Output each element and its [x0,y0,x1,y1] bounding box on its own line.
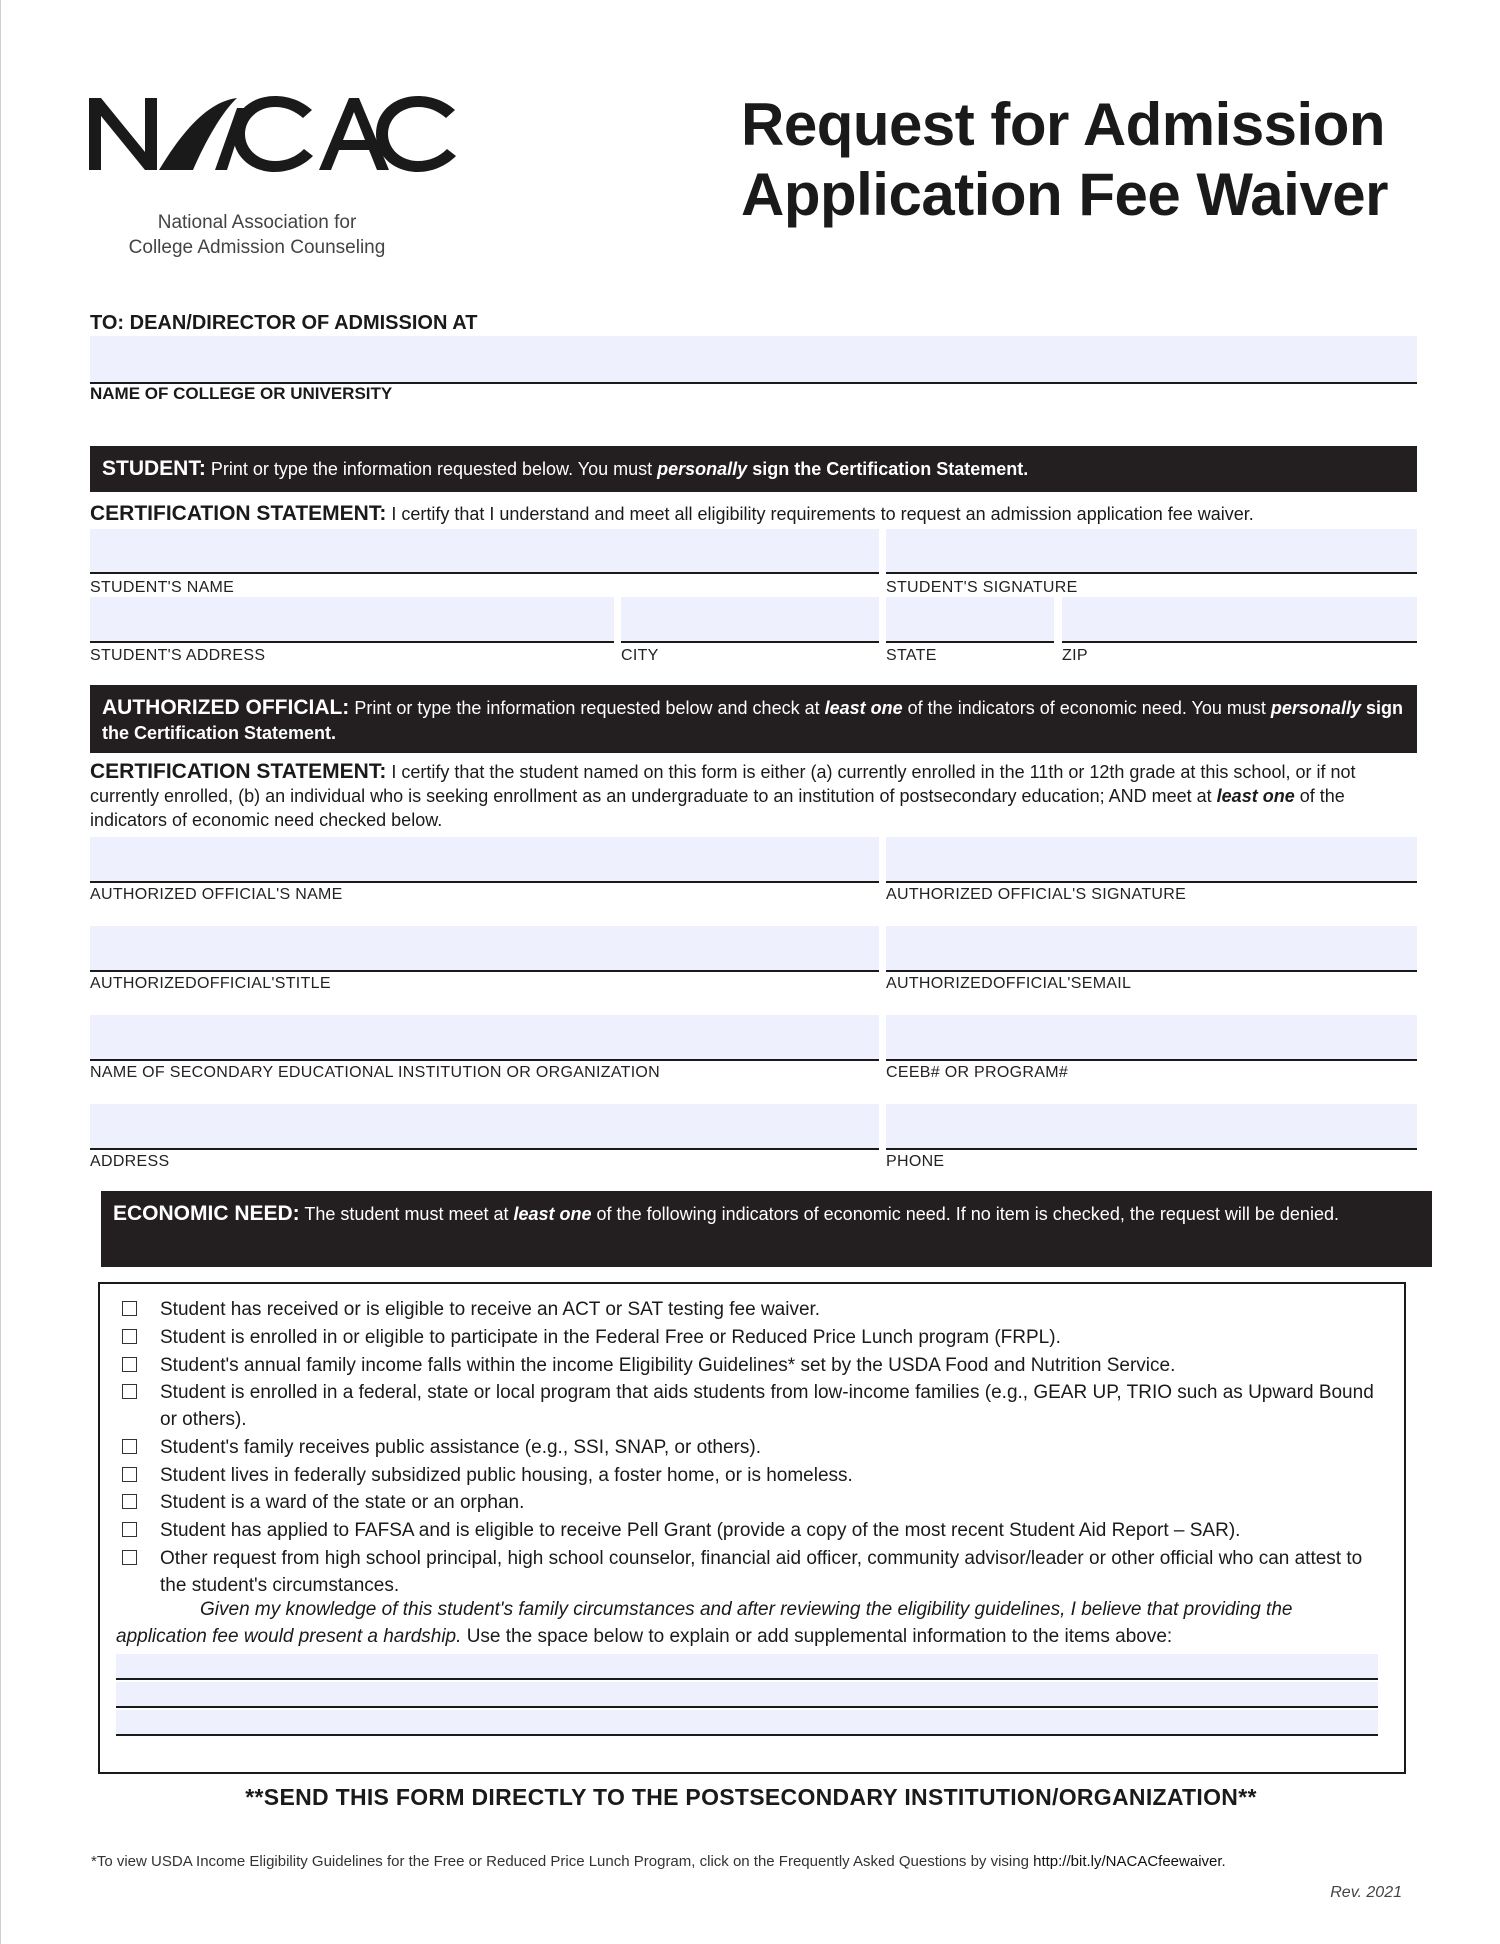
official-cert-lead: CERTIFICATION STATEMENT: [90,760,387,783]
indicator-checkbox[interactable] [122,1494,137,1509]
zip-field[interactable] [1062,597,1417,643]
official-title-label: AUTHORIZEDOFFICIAL'STITLE [90,975,331,992]
college-name-field[interactable] [90,336,1417,384]
indicator-item [122,1324,1382,1351]
revision-label: Rev. 2021 [1330,1884,1402,1901]
official-cert-text2: of the indicators of economic need checked below. [90,786,1345,830]
indicator-item [122,1434,1382,1461]
student-name-field[interactable] [90,529,879,574]
indicator-item [122,1379,1382,1433]
official-cert-text1: I certify that the student named on this form is either (a) currently enrolled in the 11th or 12th grade at this school, or if not currently enrolled, (b) an individual who is seeking enrollment as an undergraduate to an institution of postsecondary education; AND meet at [90,762,1356,806]
to-heading: TO: DEAN/DIRECTOR OF ADMISSION AT [90,312,478,334]
indicator-text: Student is enrolled in or eligible to participate in the Federal Free or Reduced Price Lunch program (FRPL). [160,1327,1061,1348]
indicator-item [122,1489,1382,1516]
economic-bar-lead: ECONOMIC NEED: [113,1202,300,1225]
official-bar-emph: least one [824,698,903,718]
economic-need-bar [101,1191,1432,1267]
official-bar-emph2: personally [1270,698,1361,718]
hardship-statement [116,1596,1386,1650]
logo-subtitle-line2: College Admission Counseling [128,237,386,258]
indicator-checkbox[interactable] [122,1384,137,1399]
official-name-label: AUTHORIZED OFFICIAL'S NAME [90,886,343,903]
logo-subtitle [77,210,437,260]
indicator-text: Student has applied to FAFSA and is eligible to receive Pell Grant (provide a copy of the most recent Student Aid Report – SAR). [160,1520,1241,1541]
economic-bar-text2: of the following indicators of economic need. If no item is checked, the request will be denied. [596,1204,1339,1224]
indicator-text: Student has received or is eligible to receive an ACT or SAT testing fee waiver. [160,1299,821,1320]
form-title [741,90,1401,230]
official-signature-field[interactable] [886,837,1417,883]
indicator-text: Student lives in federally subsidized public housing, a foster home, or is homeless. [160,1465,853,1486]
student-certification [90,502,1420,526]
city-field[interactable] [621,597,879,643]
send-notice: **SEND THIS FORM DIRECTLY TO THE POSTSECONDARY INSTITUTION/ORGANIZATION** [245,1784,1257,1810]
nacac-logo [87,92,457,260]
student-signature-field[interactable] [886,529,1417,574]
official-bar-lead: AUTHORIZED OFFICIAL: [102,696,350,719]
footnote-text: *To view USDA Income Eligibility Guidelines for the Free or Reduced Price Lunch Program, click on the Frequently Asked Questions by vising [91,1853,1029,1870]
indicator-text: Student is a ward of the state or an orphan. [160,1492,525,1513]
nacac-wordmark-graphic [87,92,457,196]
official-cert-emph: least one [1216,786,1295,806]
student-bar-text1: Print or type the information requested below. You must [210,459,653,479]
economic-bar-text1: The student must meet at [304,1204,509,1224]
official-bar-text1: Print or type the information requested below and check at [354,698,820,718]
indicator-item [122,1545,1382,1599]
student-bar-lead: STUDENT: [102,457,206,480]
student-address-label: STUDENT'S ADDRESS [90,647,266,664]
indicator-checkbox[interactable] [122,1550,137,1565]
logo-wordmark [87,92,457,196]
ceeb-field[interactable] [886,1015,1417,1061]
footnote-link[interactable]: http://bit.ly/NACACfeewaiver. [1033,1853,1226,1870]
official-address-label: ADDRESS [90,1153,170,1170]
state-label: STATE [886,647,937,664]
official-address-field[interactable] [90,1104,879,1150]
hardship-italic: Given my knowledge of this student's family circumstances and after reviewing the eligibility guidelines, I believe that providing the application fee would present a hardship. [116,1599,1293,1647]
indicator-text: Student's family receives public assistance (e.g., SSI, SNAP, or others). [160,1437,761,1458]
student-cert-lead: CERTIFICATION STATEMENT: [90,502,387,525]
explanation-line[interactable] [116,1654,1378,1680]
official-email-label: AUTHORIZEDOFFICIAL'SEMAIL [886,975,1132,992]
institution-name-label: NAME OF SECONDARY EDUCATIONAL INSTITUTION OR ORGANIZATION [90,1064,661,1081]
student-signature-label: STUDENT'S SIGNATURE [886,579,1078,596]
student-name-label: STUDENT'S NAME [90,579,235,596]
official-email-field[interactable] [886,926,1417,972]
indicator-checkbox[interactable] [122,1467,137,1482]
title-line2: Application Fee Waiver [741,161,1388,228]
city-label: CITY [621,647,659,664]
student-section-bar [90,446,1417,492]
zip-label: ZIP [1062,647,1088,664]
explanation-line[interactable] [116,1682,1378,1708]
indicator-checkbox[interactable] [122,1522,137,1537]
official-title-field[interactable] [90,926,879,972]
institution-name-field[interactable] [90,1015,879,1061]
student-address-field[interactable] [90,597,614,643]
phone-label: PHONE [886,1153,945,1170]
student-cert-text: I certify that I understand and meet all eligibility requirements to request an admission application fee waiver. [391,504,1254,524]
hardship-plain: Use the space below to explain or add supplemental information to the items above: [466,1626,1173,1647]
official-signature-label: AUTHORIZED OFFICIAL'S SIGNATURE [886,886,1187,903]
official-section-bar [90,685,1417,753]
indicator-item [122,1517,1382,1544]
indicator-text: Student is enrolled in a federal, state or local program that aids students from low-income families (e.g., GEAR UP, TRIO such as Upward Bound or others). [160,1382,1374,1430]
official-name-field[interactable] [90,837,879,883]
indicator-item [122,1462,1382,1489]
indicator-checkbox[interactable] [122,1301,137,1316]
indicator-checkbox[interactable] [122,1357,137,1372]
indicator-checkbox[interactable] [122,1439,137,1454]
indicator-checkbox[interactable] [122,1329,137,1344]
official-bar-text3: sign the Certification Statement. [102,698,1403,743]
economic-indicators-box [98,1282,1406,1774]
college-field-label: NAME OF COLLEGE OR UNIVERSITY [90,384,393,403]
indicator-item [122,1352,1382,1379]
student-bar-text2: sign the Certification Statement. [752,459,1029,479]
official-bar-text2: of the indicators of economic need. You must [907,698,1266,718]
footnote [91,1853,1411,1870]
explanation-line[interactable] [116,1710,1378,1736]
official-certification [90,760,1390,832]
phone-field[interactable] [886,1104,1417,1150]
indicator-text: Other request from high school principal, high school counselor, financial aid officer, community advisor/leader or other official who can attest to the student's circumstances. [160,1548,1363,1596]
student-bar-emph: personally [657,459,748,479]
state-field[interactable] [886,597,1054,643]
economic-bar-emph: least one [513,1204,592,1224]
ceeb-label: CEEB# OR PROGRAM# [886,1064,1069,1081]
indicator-text: Student's annual family income falls within the income Eligibility Guidelines* set by the USDA Food and Nutrition Service. [160,1355,1176,1376]
indicator-item [122,1296,1382,1323]
title-line1: Request for Admission [741,91,1386,158]
logo-subtitle-line1: National Association for [157,212,357,233]
